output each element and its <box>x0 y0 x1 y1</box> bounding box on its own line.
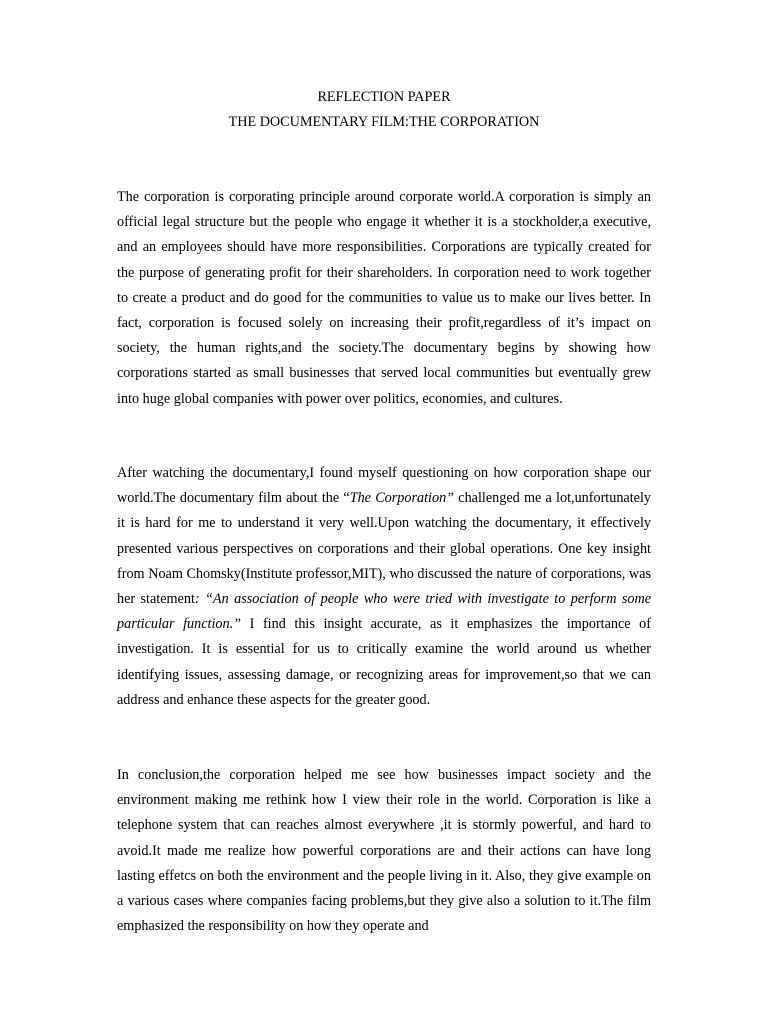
document-subtitle: THE DOCUMENTARY FILM:THE CORPORATION <box>228 114 540 130</box>
paragraph-text: challenged me a lot,unfortunately it is hard for me to understand it very well.Upon watching the documentary, it effectively presented various perspectives on corporations and their global operations. One key insight from Noam Chomsky(Institute professor,MIT), who discussed the nature of corporations, was her statement <box>117 490 652 608</box>
document-title: REFLECTION PAPER <box>317 89 451 105</box>
paragraph-text: I find this insight accurate, as it emphasizes the importance of investigation. It is essential for us to critically examine the world around us whether identifying issues, assessing damage, or recognizing areas for improvement,so that we can address and enhance these aspects for the greater good. <box>117 616 651 708</box>
paragraph-intro: The corporation is corporating principle around corporate world.A corporation is simply an official legal structure but the people who engage it whether it is a stockholder,a executive, and an employees should have more responsibilities. Corporations are typically created for the purpose of generating profit for their shareholders. In corporation need to work together to create a product and do good for the communities to value us to make our lives better. In fact, corporation is focused solely on increasing their profit,regardless of it’s impact on society, the human rights,and the society.The documentary begins by showing how corporations started as small businesses that served local communities but eventually grew into huge global companies with power over politics, economies, and cultures. <box>117 189 651 407</box>
paragraph-conclusion: In conclusion,the corporation helped me see how businesses impact society and the environment making me rethink how I view their role in the world. Corporation is like a telephone system that can reaches almost everywhere ,it is stormly powerful, and hard to avoid.It made me realize how powerful corporations are and their actions can have long lasting effetcs on both the environment and the people living in it. Also, they give example on a various cases where companies facing problems,but they give also a solution to it.The film emphasized the responsibility on how they operate and <box>117 767 651 935</box>
paragraph-text: After watching the documentary,I found myself questioning on how corporation shape our world.The documentary film about the “ <box>117 465 651 507</box>
quote-italic: : “An association of people who were tried with investigate to perform some particular function.” <box>117 591 652 633</box>
paragraph-reflection <box>117 461 651 713</box>
film-title-italic: The Corporation” <box>349 490 455 507</box>
